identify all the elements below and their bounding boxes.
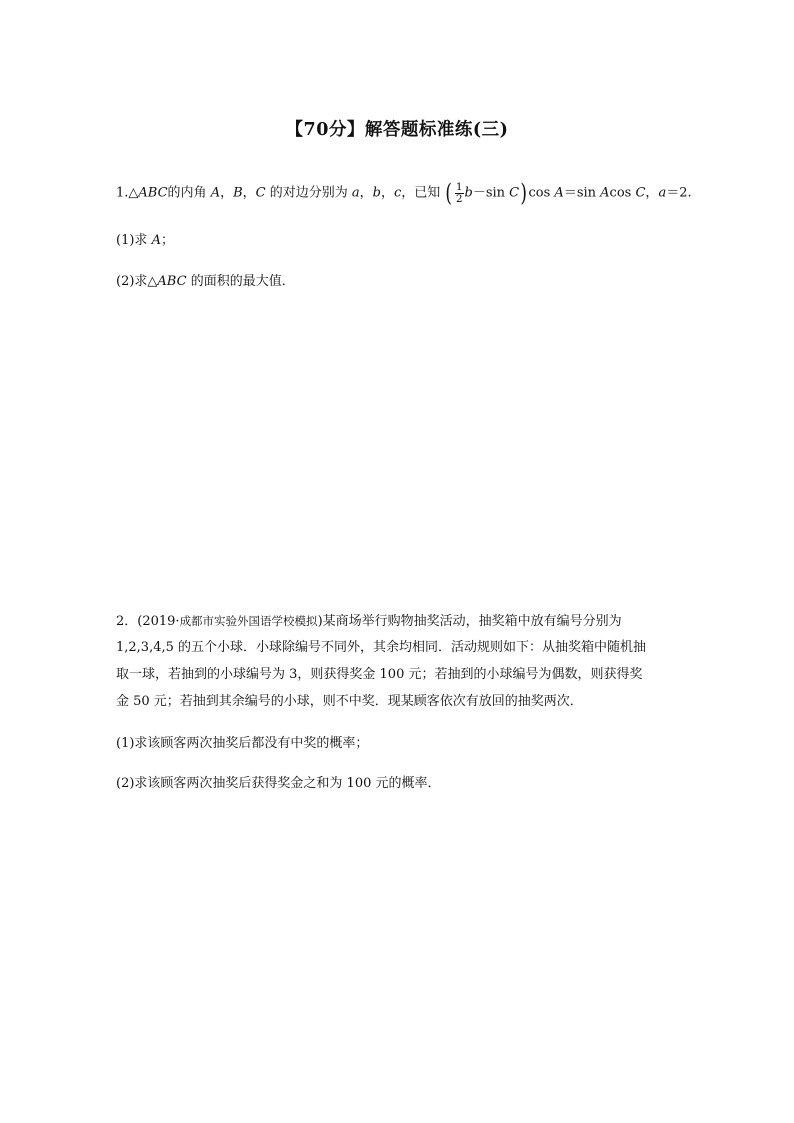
question-2-part-2: (2)求该顾客两次抽奖后获得奖金之和为 100 元的概率． xyxy=(116,776,441,791)
question-2-line-4: 金 50 元；若抽到其余编号的小球，则不中奖．现某顾客依次有放回的抽奖两次． xyxy=(116,694,583,709)
question-1-part-2: (2)求△ABC 的面积的最大值． xyxy=(116,274,295,289)
question-2-line-1: 2．(2019·成都市实验外国语学校模拟)某商场举行购物抽奖活动，抽奖箱中放有编号分别为 xyxy=(116,614,622,629)
question-2-line-3: 取一球，若抽到的小球编号为 3，则获得奖金 100 元；若抽到的小球编号为偶数，则获得奖 xyxy=(116,667,643,682)
question-1-statement: 1.△ABC的内角 A，B，C 的对边分别为 a，b，c，已知 ( $\frac{1}{2}$ b－sin C)cos A＝sin Acos C，a＝2. xyxy=(116,179,692,207)
question-1-part-1: (1)求 A； xyxy=(116,233,174,248)
page-title: 【70分】解答题标准练(三) xyxy=(285,120,509,140)
question-2-line-2: 1,2,3,4,5 的五个小球．小球除编号不同外，其余均相同．活动规则如下：从抽奖箱中随机抽 xyxy=(116,640,647,655)
question-source: 成都市实验外国语学校模拟 xyxy=(179,614,318,628)
right-paren: ) xyxy=(520,179,528,207)
fraction-one-half: $\frac{1}{2}$ xyxy=(455,180,463,205)
question-2-part-1: (1)求该顾客两次抽奖后都没有中奖的概率； xyxy=(116,736,369,751)
left-paren: ( xyxy=(445,179,453,207)
